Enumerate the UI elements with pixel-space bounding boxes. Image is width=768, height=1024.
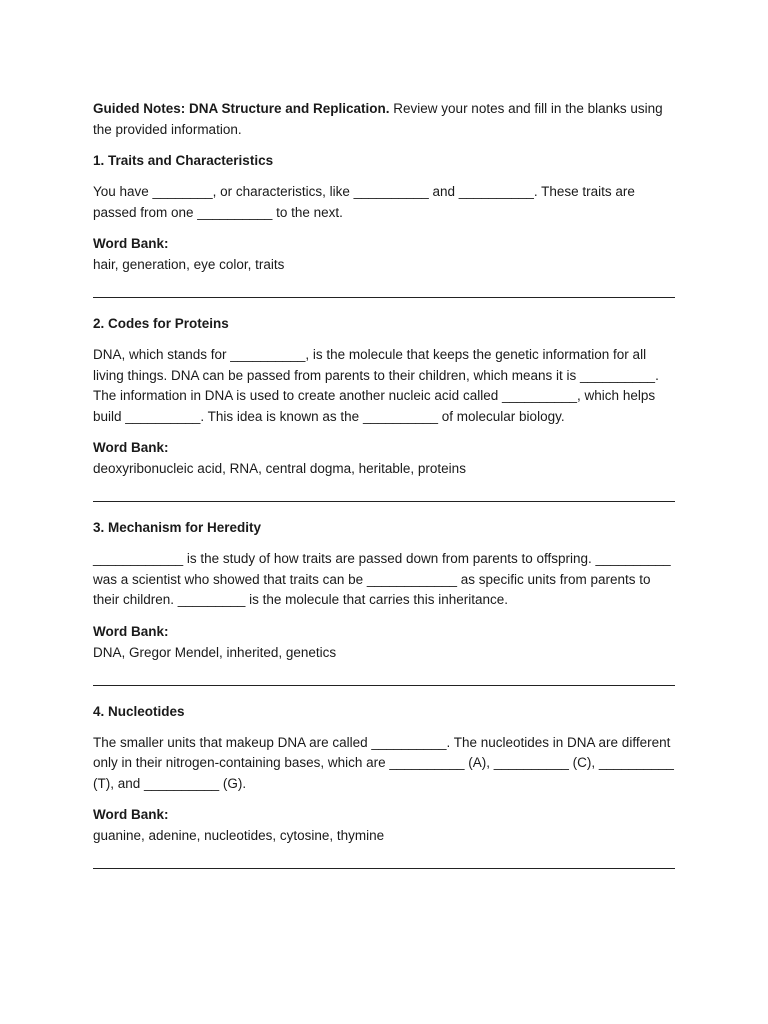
word-bank-list: deoxyribonucleic acid, RNA, central dogma, heritable, proteins: [93, 461, 466, 476]
word-bank-label: Word Bank:: [93, 440, 169, 455]
fill-in-paragraph: DNA, which stands for __________, is the molecule that keeps the genetic information for all living things. DNA can be passed from parents to their children, which means it is __________. The information in DNA is used to create another nucleic acid called __________, which helps build __________. This idea is known as the __________ of molecular biology.: [93, 347, 659, 424]
word-bank-list: hair, generation, eye color, traits: [93, 257, 285, 272]
word-bank-label: Word Bank:: [93, 236, 169, 251]
worksheet-title: Guided Notes: DNA Structure and Replication.: [93, 101, 390, 116]
section-heading: 3. Mechanism for Heredity: [93, 520, 262, 535]
section-heading: 4. Nucleotides: [93, 703, 185, 719]
section-divider: [93, 297, 675, 298]
section-traits: [93, 150, 675, 298]
word-bank-label: Word Bank:: [93, 623, 169, 639]
section-heredity: [93, 517, 675, 686]
section-divider: [93, 868, 675, 869]
section-divider: [93, 685, 675, 686]
section-divider: [93, 501, 675, 502]
section-proteins: [93, 313, 675, 502]
word-bank-list: DNA, Gregor Mendel, inherited, genetics: [93, 644, 337, 660]
section-nucleotides: [93, 701, 675, 870]
intro-paragraph: [93, 98, 675, 140]
intro-instructions: Review your notes and fill in the blanks using the provided information.: [93, 101, 663, 137]
worksheet-page: [93, 98, 675, 884]
fill-in-paragraph: ____________ is the study of how traits are passed down from parents to offspring. __________ was a scientist who showed that traits can be ____________ as specific units from parents to their children. _________ is the molecule that carries this inheritance.: [93, 551, 671, 607]
section-heading: 1. Traits and Characteristics: [93, 153, 274, 168]
fill-in-paragraph: The smaller units that makeup DNA are called __________. The nucleotides in DNA are different only in their nitrogen-containing bases, which are __________ (A), __________ (C), __________ (T), and __________ (G).: [93, 734, 674, 791]
word-bank-label: Word Bank:: [93, 807, 169, 822]
section-heading: 2. Codes for Proteins: [93, 316, 229, 331]
word-bank-list: guanine, adenine, nucleotides, cytosine, thymine: [93, 828, 385, 843]
fill-in-paragraph: You have ________, or characteristics, like __________ and __________. These traits are passed from one __________ to the next.: [93, 184, 635, 220]
